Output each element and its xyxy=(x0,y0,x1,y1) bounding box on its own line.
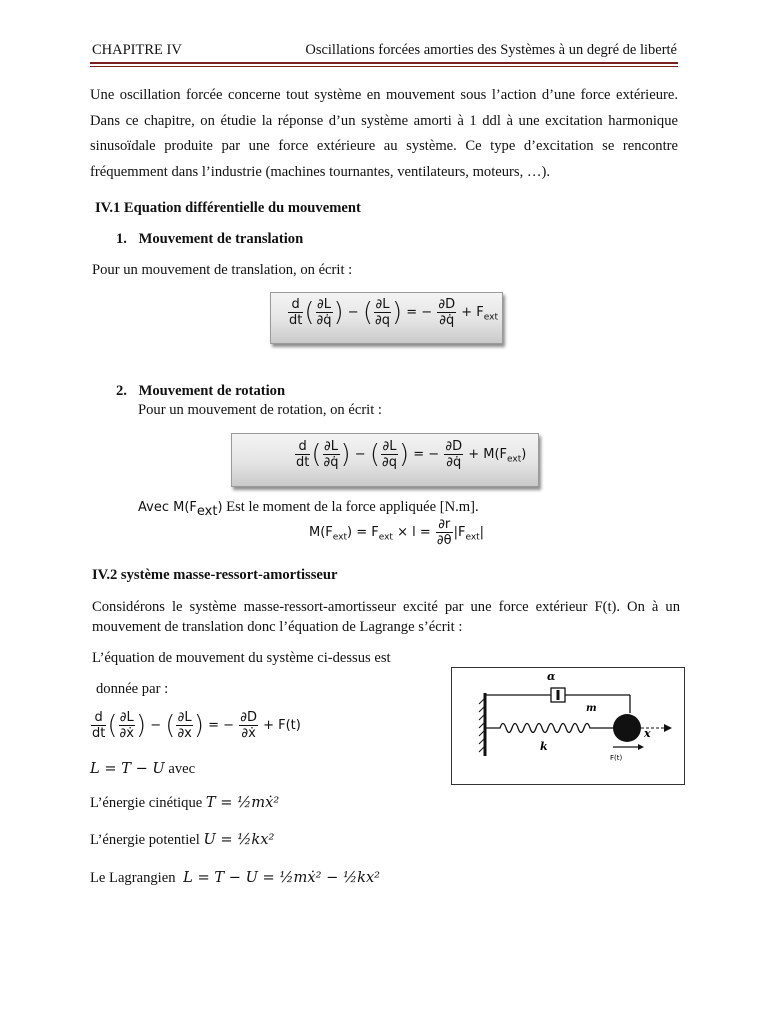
damper-shape xyxy=(485,688,630,713)
mass-spring-damper-figure xyxy=(451,667,685,785)
force-arrow xyxy=(638,744,644,750)
header-rule xyxy=(90,62,678,64)
subsection-title: Mouvement de translation xyxy=(138,231,304,247)
rotation-equation: $\frac{d}{dt}$ ( $\frac{\partial L}{\partial q̇}$ ) − ( $\frac{\partial L}{\partial q}$ ) = − $\frac{\partial D}{\partial q̇}$ + $M(F_{ext})$ xyxy=(296,439,527,470)
motion-equation: $\frac{d}{dt}$ ( $\frac{\partial L}{\text{∂ẋ}}$ ) − ( $\frac{\partial L}{\partial x}$ ) = − $\frac{\partial D}{\text{∂ẋ}}$ + F(t) xyxy=(92,710,301,741)
spring-label: k xyxy=(540,740,548,753)
subsection-translation xyxy=(116,231,303,248)
moment-description: Avec $M(F_{ext})$ Est le moment de la force appliquée [N.m]. xyxy=(138,499,479,519)
rotation-equation-box xyxy=(231,433,539,487)
subsection-number: 1. xyxy=(116,231,127,247)
section-heading-iv1: IV.1 Equation différentielle du mouvement xyxy=(95,200,361,216)
eq-intro-line1: L’équation de mouvement du système ci-dessus est xyxy=(92,650,391,666)
mass-ball xyxy=(613,714,641,742)
moment-equation: $M(F_{ext}) = F_{ext} \times l$ = $\frac{\partial r}{\partial\theta}$ $|F_{ext}|$ xyxy=(309,517,485,548)
chapter-title: Oscillations forcées amorties des Systèmes à un degré de liberté xyxy=(305,42,677,58)
kinetic-energy: L’énergie cinétique T = ½mẋ² xyxy=(90,794,280,811)
eq-intro-line2: donnée par : xyxy=(96,681,169,697)
spring-shape xyxy=(485,724,614,733)
subsection-rotation xyxy=(116,383,285,400)
section2-intro: Considérons le système masse-ressort-amortisseur excité par une force extérieur F(t). On à un mouvement de translation donc l’équation de Lagrange s’écrit : xyxy=(92,599,680,635)
section-heading-iv2: IV.2 système masse-ressort-amortisseur xyxy=(92,567,338,583)
system-diagram xyxy=(452,668,684,784)
rotation-text: Pour un mouvement de rotation, on écrit : xyxy=(138,402,382,418)
translation-text: Pour un mouvement de translation, on écrit : xyxy=(92,262,353,278)
potential-energy: L’énergie potentiel U = ½kx² xyxy=(90,831,275,848)
axis-label: x xyxy=(644,727,651,740)
translation-equation-box xyxy=(270,292,503,344)
intro-paragraph: Une oscillation forcée concerne tout système en mouvement sous l’action d’une force extérieure. Dans ce chapitre, on étudie la réponse d’un système amorti à 1 ddl à une excitation harmonique sinusoïdale produite par une force extérieure au système. Ce type d’excitation se rencontre fréquemment dans l’industrie (machines tournantes, ventilateurs, moteurs, …). xyxy=(90,87,678,180)
x-arrow xyxy=(664,724,672,732)
mass-label: m xyxy=(586,703,597,714)
translation-equation: $\frac{d}{dt}$ ( $\frac{\partial L}{\partial q̇}$ ) − ( $\frac{\partial L}{\partial q}$ ) = − $\frac{\partial D}{\partial q̇}$ + $F_{ext}$ xyxy=(289,297,498,328)
header-rule-thin xyxy=(90,66,678,67)
force-label: F(t) xyxy=(610,754,623,762)
lagrange-definition: L = T − U avec xyxy=(90,760,196,777)
lagrangian: Le Lagrangien L = T − U = ½mẋ² − ½kx² xyxy=(90,869,381,886)
subsection-title: Mouvement de rotation xyxy=(138,383,286,399)
chapter-label: CHAPITRE IV xyxy=(92,42,182,58)
damper-label: α xyxy=(547,670,556,683)
subsection-number: 2. xyxy=(116,383,127,399)
